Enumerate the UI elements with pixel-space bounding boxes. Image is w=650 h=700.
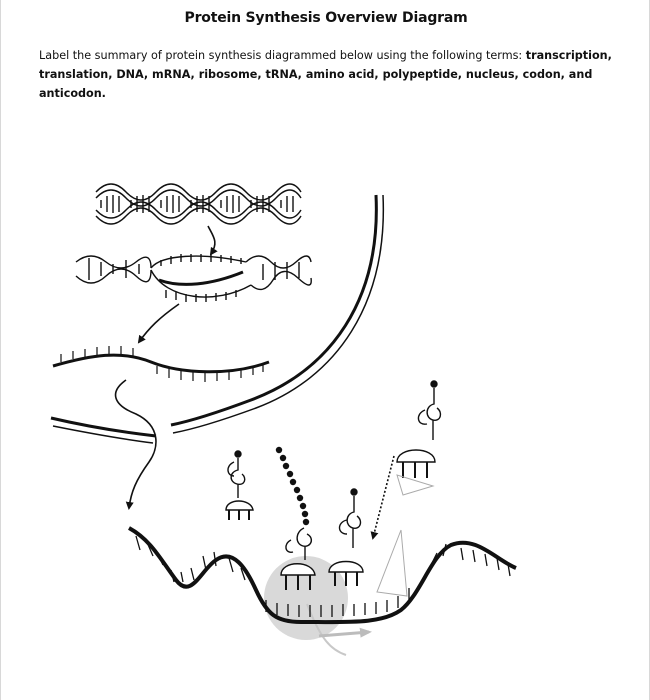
protein-synthesis-diagram — [1, 0, 650, 700]
transcription-bubble — [76, 254, 311, 302]
mrna-strand-nucleus — [53, 346, 269, 382]
page-title: Protein Synthesis Overview Diagram — [184, 10, 468, 26]
trna-free-left — [226, 451, 253, 520]
arrow-dna-to-transcription — [208, 226, 215, 254]
nuclear-envelope — [51, 195, 383, 443]
arrow-trna-incoming — [373, 456, 394, 538]
dna-double-helix — [96, 184, 301, 224]
polypeptide-chain — [276, 447, 309, 525]
arrow-transcription-to-mrna — [139, 304, 179, 342]
trna-incoming-right — [397, 381, 440, 478]
arrow-mrna-export — [116, 380, 156, 508]
trna-a-site — [329, 489, 363, 586]
instructions-terms: transcription, translation, DNA, mRNA, ribosome, tRNA, amino acid, polypeptide, nucleus, codon, and anticodon. — [39, 49, 612, 100]
instructions-lead: Label the summary of protein synthesis diagrammed below using the following terms: — [39, 49, 523, 62]
